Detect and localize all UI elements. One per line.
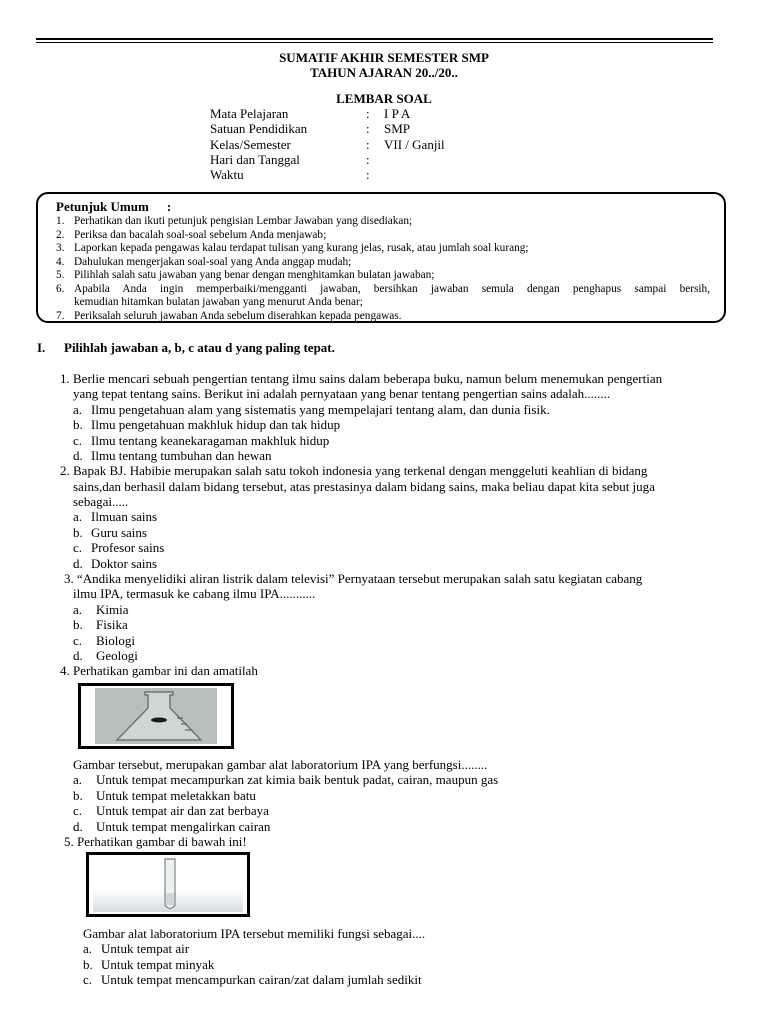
question-2-text-cont: sains,dan berhasil dalam bidang tersebut, atas prestasinya dalam bidang sains, maka beliau dapat kita sebut juga [73, 479, 655, 494]
instructions-box [36, 192, 726, 323]
option-4c: c. Untuk tempat air dan zat berbaya [73, 803, 269, 818]
option-2d: d. Doktor sains [73, 556, 158, 571]
option-1a: a. Ilmu pengetahuan alam yang sistematis yang mempelajari tentang alam, dan dunia fisik. [73, 402, 550, 417]
option-3c: c. Biologi [73, 633, 136, 648]
option-4a: a. Untuk tempat mecampurkan zat kimia baik bentuk padat, cairan, maupun gas [73, 772, 499, 787]
option-2a: a. Ilmuan sains [73, 509, 158, 524]
question-4-text: 4. Perhatikan gambar ini dan amatilah [60, 663, 258, 678]
question-3-text: 3. “Andika menyelidiki aliran listrik dalam televisi” Pernyataan tersebut merupakan salah satu kegiatan cabang [64, 571, 643, 586]
question-4-text-cont: Gambar tersebut, merupakan gambar alat laboratorium IPA yang berfungsi........ [73, 757, 488, 772]
option-4b: b. Untuk tempat meletakkan batu [73, 788, 256, 803]
instructions-list [38, 215, 710, 323]
option-1d: d. Ilmu tentang tumbuhan dan hewan [73, 448, 272, 463]
option-5b: b. Untuk tempat minyak [83, 957, 215, 972]
document-title: SUMATIF AKHIR SEMESTER SMP [279, 50, 489, 65]
instructions-title: Petunjuk Umum : [56, 199, 172, 214]
question-5-text: 5. Perhatikan gambar di bawah ini! [64, 834, 247, 849]
instruction-item: 7. Periksalah seluruh jawaban Anda sebelum diserahkan kepada pengawas. [56, 309, 402, 322]
option-2b: b. Guru sains [73, 525, 147, 540]
test-tube-image [86, 852, 250, 917]
top-rule-thin [36, 42, 713, 43]
option-3a: a. Kimia [73, 602, 129, 617]
instruction-item: 6. Apabila Anda ingin memperbaiki/mengganti jawaban, bersihkan jawaban semula dengan penghapus sampai bersih, [56, 282, 710, 295]
option-1c: c. Ilmu tentang keanekaragaman makhluk hidup [73, 433, 330, 448]
document-subtitle: TAHUN AJARAN 20../20.. [310, 65, 458, 80]
instruction-item-cont: kemudian hitamkan bulatan jawaban yang menurut Anda benar; [74, 296, 363, 308]
question-2-text: 2. Bapak BJ. Habibie merupakan salah satu tokoh indonesia yang terkenal dengan menggeluti keahlian di bidang [60, 463, 648, 478]
instruction-item: 5. Pilihlah salah satu jawaban yang benar dengan menghitamkan bulatan jawaban; [56, 269, 435, 281]
section-heading: I. Pilihlah jawaban a, b, c atau d yang paling tepat. [37, 340, 335, 355]
question-5-text-cont: Gambar alat laboratorium IPA tersebut memiliki fungsi sebagai.... [83, 926, 426, 941]
option-2c: c. Profesor sains [73, 540, 165, 555]
instruction-item: 1. Perhatikan dan ikuti petunjuk pengisian Lembar Jawaban yang disediakan; [56, 215, 413, 227]
option-5c: c. Untuk tempat mencampurkan cairan/zat dalam jumlah sedikit [83, 972, 422, 987]
instruction-item: 4. Dahulukan mengerjakan soal-soal yang Anda anggap mudah; [56, 255, 352, 268]
question-1-text: 1. Berlie mencari sebuah pengertian tentang ilmu sains dalam beberapa buku, namun belum menemukan pengertian [60, 371, 663, 386]
instruction-item: 3. Laporkan kepada pengawas kalau terdapat tulisan yang kurang jelas, rusak, atau jumlah soal kurang; [56, 242, 529, 254]
flask-icon [95, 688, 223, 744]
question-3-text-cont: ilmu IPA, termasuk ke cabang ilmu IPA........... [73, 586, 316, 601]
question-1-text-cont: yang tepat tentang sains. Berikut ini adalah pernyataan yang benar tentang pengertian sains adalah........ [73, 386, 611, 401]
option-4d: d. Untuk tempat mengalirkan cairan [73, 819, 271, 834]
top-rule [36, 38, 713, 40]
sheet-title: LEMBAR SOAL [336, 91, 432, 106]
question-2-text-cont: sebagai..... [73, 494, 129, 509]
option-3d: d. Geologi [73, 648, 138, 663]
option-5a: a. Untuk tempat air [83, 941, 190, 956]
option-1b: b. Ilmu pengetahuan makhluk hidup dan tak hidup [73, 417, 341, 432]
instruction-item: 2. Periksa dan bacalah soal-soal sebelum Anda menjawab; [56, 228, 327, 241]
test-tube-icon [93, 857, 245, 914]
erlenmeyer-flask-image [78, 683, 234, 749]
option-3b: b. Fisika [73, 617, 128, 632]
